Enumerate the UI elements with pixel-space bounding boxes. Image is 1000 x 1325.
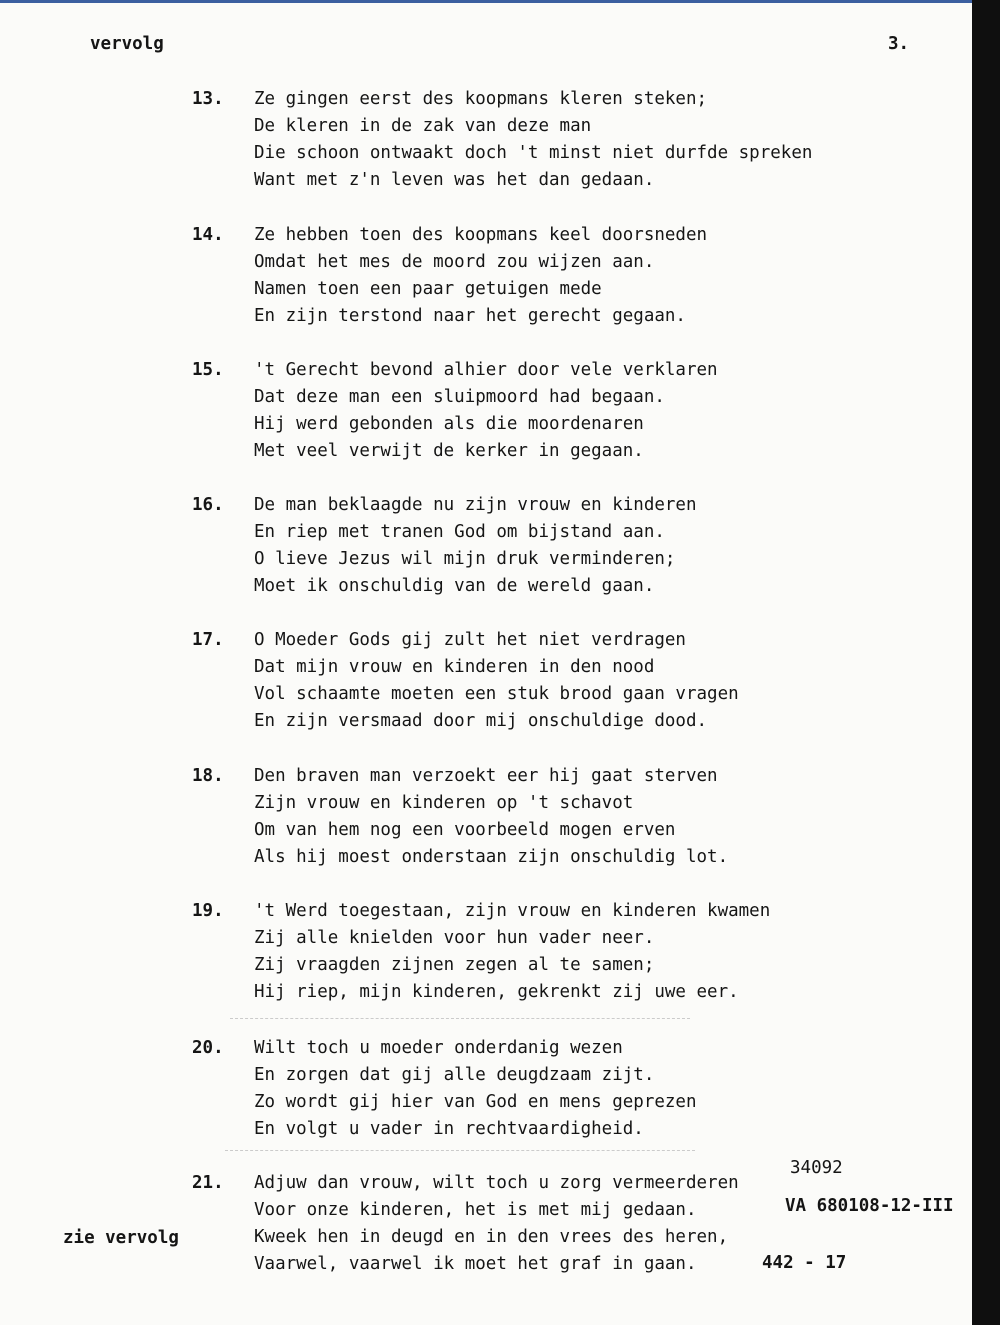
verse-line: Want met z'n leven was het dan gedaan. [254, 170, 655, 190]
verse-line: De kleren in de zak van deze man [254, 116, 592, 136]
verse-line: Moet ik onschuldig van de wereld gaan. [254, 576, 655, 596]
verse-line: Hij werd gebonden als die moordenaren [254, 414, 644, 434]
verse-line: En zorgen dat gij alle deugdzaam zijt. [254, 1065, 655, 1085]
verse-line: Adjuw dan vrouw, wilt toch u zorg vermeerderen [254, 1173, 739, 1193]
verse-line: En zijn versmaad door mij onschuldige dood. [254, 711, 708, 731]
verse-line: En riep met tranen God om bijstand aan. [254, 522, 665, 542]
verse-line: Namen toen een paar getuigen mede [254, 279, 602, 299]
verse-line: Ze gingen eerst des koopmans kleren steken; [254, 89, 708, 109]
catalog-code: 442 - 17 [762, 1253, 847, 1273]
scan-border [972, 0, 1000, 1325]
verse-line: Ze hebben toen des koopmans keel doorsneden [254, 225, 708, 245]
verse-line: En volgt u vader in rechtvaardigheid. [254, 1119, 644, 1139]
continue-note: zie vervolg [63, 1228, 179, 1248]
verse-line: Voor onze kinderen, het is met mij gedaan. [254, 1200, 697, 1220]
stanza-number: 13. [192, 89, 224, 109]
verse-line: Zijn vrouw en kinderen op 't schavot [254, 793, 634, 813]
verse-line: Als hij moest onderstaan zijn onschuldig lot. [254, 847, 729, 867]
verse-line: Wilt toch u moeder onderdanig wezen [254, 1038, 623, 1058]
page-number: 3. [888, 34, 910, 54]
verse-line: Vaarwel, vaarwel ik moet het graf in gaan. [254, 1254, 697, 1274]
stanza-number: 17. [192, 630, 224, 650]
verse-line: Vol schaamte moeten een stuk brood gaan vragen [254, 684, 739, 704]
stanza-number: 19. [192, 901, 224, 921]
stanza-number: 21. [192, 1173, 224, 1193]
verse-line: Den braven man verzoekt eer hij gaat sterven [254, 766, 718, 786]
stanza-number: 20. [192, 1038, 224, 1058]
scan-top-edge [0, 0, 972, 3]
verse-line: Met veel verwijt de kerker in gegaan. [254, 441, 644, 461]
verse-line: Omdat het mes de moord zou wijzen aan. [254, 252, 655, 272]
verse-line: De man beklaagde nu zijn vrouw en kinderen [254, 495, 697, 515]
verse-line: Dat deze man een sluipmoord had begaan. [254, 387, 665, 407]
stanza-number: 16. [192, 495, 224, 515]
verse-line: O Moeder Gods gij zult het niet verdragen [254, 630, 686, 650]
verse-line: Om van hem nog een voorbeeld mogen erven [254, 820, 676, 840]
verse-line: O lieve Jezus wil mijn druk verminderen; [254, 549, 676, 569]
verse-line: 't Gerecht bevond alhier door vele verklaren [254, 360, 718, 380]
verse-line: Zij alle knielden voor hun vader neer. [254, 928, 655, 948]
verse-line: 't Werd toegestaan, zijn vrouw en kinderen kwamen [254, 901, 771, 921]
verse-line: Hij riep, mijn kinderen, gekrenkt zij uwe eer. [254, 982, 739, 1002]
verse-line: Zij vraagden zijnen zegen al te samen; [254, 955, 655, 975]
stanza-number: 18. [192, 766, 224, 786]
stanza-number: 14. [192, 225, 224, 245]
stanza-number: 15. [192, 360, 224, 380]
scan-smudge [230, 1018, 690, 1019]
scan-smudge [225, 1150, 695, 1151]
reference-number: 34092 [790, 1158, 843, 1178]
verse-line: Kweek hen in deugd en in den vrees des heren, [254, 1227, 729, 1247]
verse-line: Dat mijn vrouw en kinderen in den nood [254, 657, 655, 677]
verse-line: En zijn terstond naar het gerecht gegaan. [254, 306, 686, 326]
verse-line: Zo wordt gij hier van God en mens geprezen [254, 1092, 697, 1112]
header-continuation: vervolg [90, 34, 164, 54]
verse-line: Die schoon ontwaakt doch 't minst niet durfde spreken [254, 143, 813, 163]
archive-code: VA 680108-12-III [785, 1196, 954, 1216]
